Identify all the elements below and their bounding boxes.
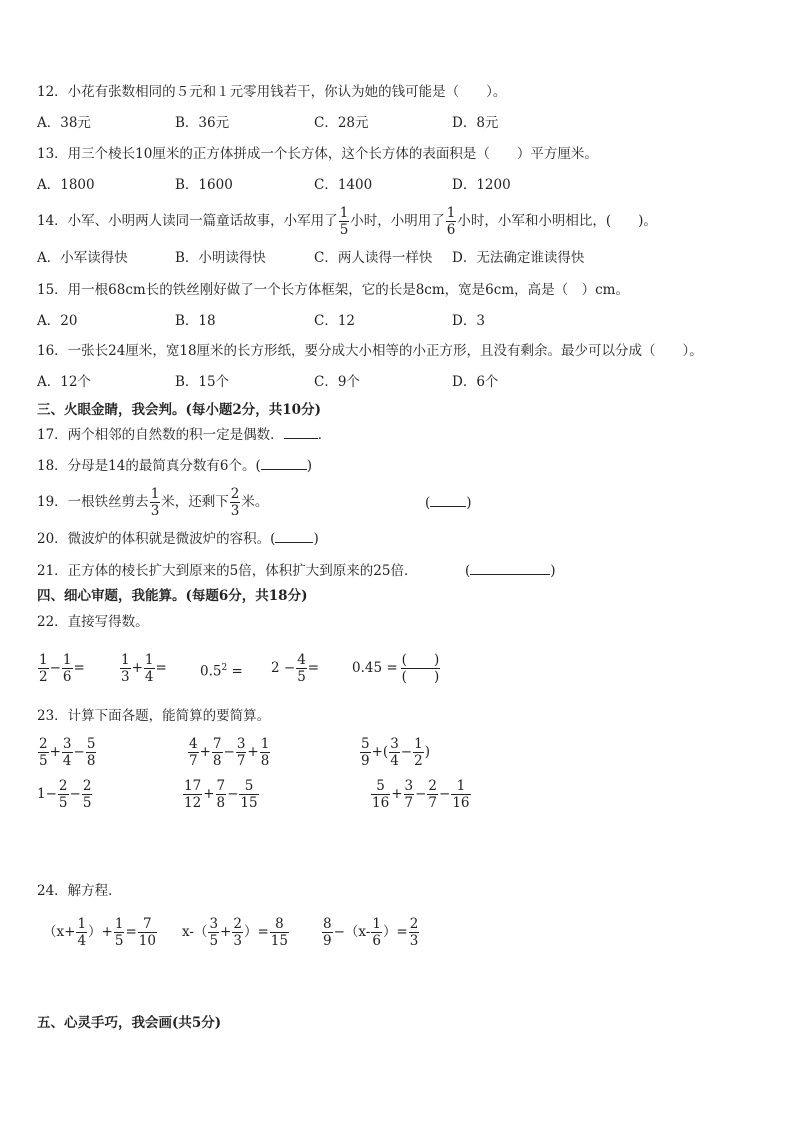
- question-21: 21．正方体的棱长扩大到原来的5倍，体积扩大到原来的25倍．: [37, 563, 418, 579]
- fraction: $\frac{1}{16}$: [452, 778, 470, 811]
- fraction: $\frac{1}{5}$: [339, 205, 349, 238]
- q22-expression-5: 0.45 = ( ) ( ): [352, 652, 440, 685]
- fraction: $\frac{2}{5}$: [82, 778, 92, 811]
- fraction: $\frac{17}{12}$: [184, 778, 202, 811]
- question-23: 23．计算下面各题，能简算的要简算。: [37, 708, 271, 724]
- q14-text-3: 小时，小军和小明相比，( )。: [457, 213, 657, 229]
- q19-text-1: 19．一根铁丝剪去: [37, 494, 149, 510]
- option-c[interactable]: C．12: [314, 313, 356, 329]
- q19-text-2: 米，还剩下: [161, 494, 229, 510]
- question-18: [37, 457, 312, 475]
- option-c[interactable]: C．两人读得一样快: [314, 250, 433, 266]
- question-19: [37, 484, 268, 520]
- answer-blank[interactable]: [275, 542, 313, 543]
- q23-expression-2: [187, 734, 271, 770]
- question-17: [37, 426, 331, 444]
- fraction: $\frac{2}{7}$: [428, 778, 437, 811]
- operator: −: [415, 786, 427, 802]
- option-a[interactable]: A．1800: [37, 177, 95, 193]
- q23-expression-6: [370, 776, 472, 812]
- q22-expression-3: $0.5^2$ =: [200, 663, 243, 680]
- fraction: $\frac{5}{8}$: [86, 736, 96, 769]
- option-a[interactable]: A．20: [37, 313, 78, 329]
- q14-text-1: 14．小军、小明两人读同一篇童话故事，小军用了: [37, 213, 338, 229]
- q14-text-2: 小时，小明用了: [350, 213, 445, 229]
- question-24: 24．解方程．: [37, 883, 122, 899]
- option-b[interactable]: B．15个: [175, 374, 230, 390]
- options-16: [37, 373, 737, 391]
- section-3-heading: 三、火眼金睛，我会判。(每小题2分，共10分): [37, 402, 321, 418]
- fraction: $\frac{2}{5}$: [39, 736, 48, 769]
- q22-expression-1: $\frac{1}{2}$ − $\frac{1}{6}$ =: [39, 652, 85, 685]
- fraction: $\frac{1}{8}$: [260, 736, 270, 769]
- q23-expression-3: $\frac{5}{9}$ +( $\frac{3}{4}$ − $\frac{1}{2}$ ): [361, 736, 430, 769]
- option-d[interactable]: D．8元: [452, 115, 499, 131]
- options-14: [37, 249, 737, 267]
- answer-blank[interactable]: [470, 574, 550, 575]
- fraction: $\frac{1}{3}$: [150, 486, 160, 519]
- operator: −: [73, 744, 85, 760]
- option-c[interactable]: C．1400: [314, 177, 373, 193]
- operator: −: [439, 786, 451, 802]
- option-d[interactable]: D．6个: [452, 374, 499, 390]
- q17-end: ．: [317, 427, 332, 443]
- answer-blank[interactable]: [284, 438, 318, 439]
- q18-text: 18．分母是14的最简真分数有6个。(: [37, 458, 261, 474]
- option-c[interactable]: C．9个: [314, 374, 360, 390]
- answer-blank[interactable]: [261, 469, 307, 470]
- option-a[interactable]: A．小军读得快: [37, 250, 128, 266]
- question-20: [37, 530, 319, 548]
- section-5-heading: 五、心灵手巧，我会画(共5分): [37, 1015, 222, 1031]
- paren: (: [465, 563, 471, 579]
- operator: +: [199, 744, 211, 760]
- fraction: $\frac{4}{7}$: [189, 736, 198, 769]
- option-a[interactable]: A．38元: [37, 115, 91, 131]
- option-b[interactable]: B．1600: [175, 177, 233, 193]
- fraction: $\frac{5}{15}$: [240, 778, 258, 811]
- q19-text-3: 米。: [241, 494, 269, 510]
- q23-expression-5: [182, 776, 260, 812]
- q20-end: ): [313, 531, 319, 547]
- options-15: [37, 312, 737, 330]
- q23-expression-1: [37, 734, 97, 770]
- operator: −: [223, 744, 235, 760]
- options-13: [37, 176, 737, 194]
- option-c[interactable]: C．28元: [314, 115, 369, 131]
- question-12: 12．小花有张数相同的５元和１元零用钱若干，你认为她的钱可能是（ ）。: [37, 84, 507, 100]
- operator: +: [391, 786, 403, 802]
- fraction: $\frac{7}{8}$: [216, 778, 226, 811]
- operator: +: [203, 786, 215, 802]
- question-13: 13．用三个棱长10厘米的正方体拼成一个长方体，这个长方体的表面积是（ ）平方厘米。: [37, 146, 598, 162]
- q19-answer: [425, 494, 472, 512]
- q18-end: ): [306, 458, 312, 474]
- question-14: [37, 203, 657, 239]
- option-d[interactable]: D．无法确定谁读得快: [452, 250, 585, 266]
- option-b[interactable]: B．36元: [175, 115, 230, 131]
- option-b[interactable]: B．18: [175, 313, 216, 329]
- operator: +: [49, 744, 61, 760]
- fraction: $\frac{1}{6}$: [446, 205, 456, 238]
- operator: −: [69, 786, 81, 802]
- question-15: 15．用一根68cm长的铁丝刚好做了一个长方体框架，它的长是8cm，宽是6cm，高是（ ）cm。: [37, 282, 629, 298]
- q24-equation-3: $\frac{8}{9}$ −（x- $\frac{1}{6}$ ）= $\frac{2}{3}$: [323, 916, 419, 949]
- q24-equation-2: x-（ $\frac{3}{5}$ + $\frac{2}{3}$ ）= $\frac{8}{15}$: [182, 916, 288, 949]
- question-16: 16．一张长24厘米，宽18厘米的长方形纸，要分成大小相等的小正方形，且没有剩余。最少可以分成（ ）。: [37, 343, 703, 359]
- q21-answer: [465, 562, 556, 580]
- option-d[interactable]: D．3: [452, 313, 485, 329]
- fraction: $\frac{3}{4}$: [62, 736, 72, 769]
- fraction: $\frac{2}{5}$: [58, 778, 68, 811]
- option-b[interactable]: B．小明读得快: [175, 250, 266, 266]
- fraction: $\frac{3}{7}$: [236, 736, 246, 769]
- fraction: $\frac{5}{16}$: [372, 778, 390, 811]
- q22-expression-4: 2 − $\frac{4}{5}$ =: [271, 652, 320, 685]
- fraction: $\frac{3}{7}$: [404, 778, 414, 811]
- operator: +: [247, 744, 259, 760]
- paren: ): [466, 495, 472, 511]
- paren: ): [550, 563, 556, 579]
- question-22: 22．直接写得数。: [37, 614, 149, 630]
- fraction: $\frac{2}{3}$: [230, 486, 240, 519]
- answer-blank[interactable]: [430, 506, 466, 507]
- options-12: [37, 114, 737, 132]
- q22-expression-2: $\frac{1}{3}$ + $\frac{1}{4}$ =: [121, 652, 167, 685]
- q23-expression-4: 1− $\frac{2}{5}$ − $\frac{2}{5}$: [37, 778, 92, 811]
- option-d[interactable]: D．1200: [452, 177, 511, 193]
- paren: (: [425, 495, 431, 511]
- q24-equation-1: （x+ $\frac{1}{4}$ ）+ $\frac{1}{5}$ = $\frac{7}{10}$: [43, 916, 156, 949]
- operator: −: [227, 786, 239, 802]
- section-4-heading: 四、细心审题，我能算。(每题6分，共18分): [37, 588, 308, 604]
- fraction: $\frac{7}{8}$: [212, 736, 222, 769]
- q20-text: 20．微波炉的体积就是微波炉的容积。(: [37, 531, 276, 547]
- q17-text: 17．两个相邻的自然数的积一定是偶数．: [37, 427, 284, 443]
- option-a[interactable]: A．12个: [37, 374, 91, 390]
